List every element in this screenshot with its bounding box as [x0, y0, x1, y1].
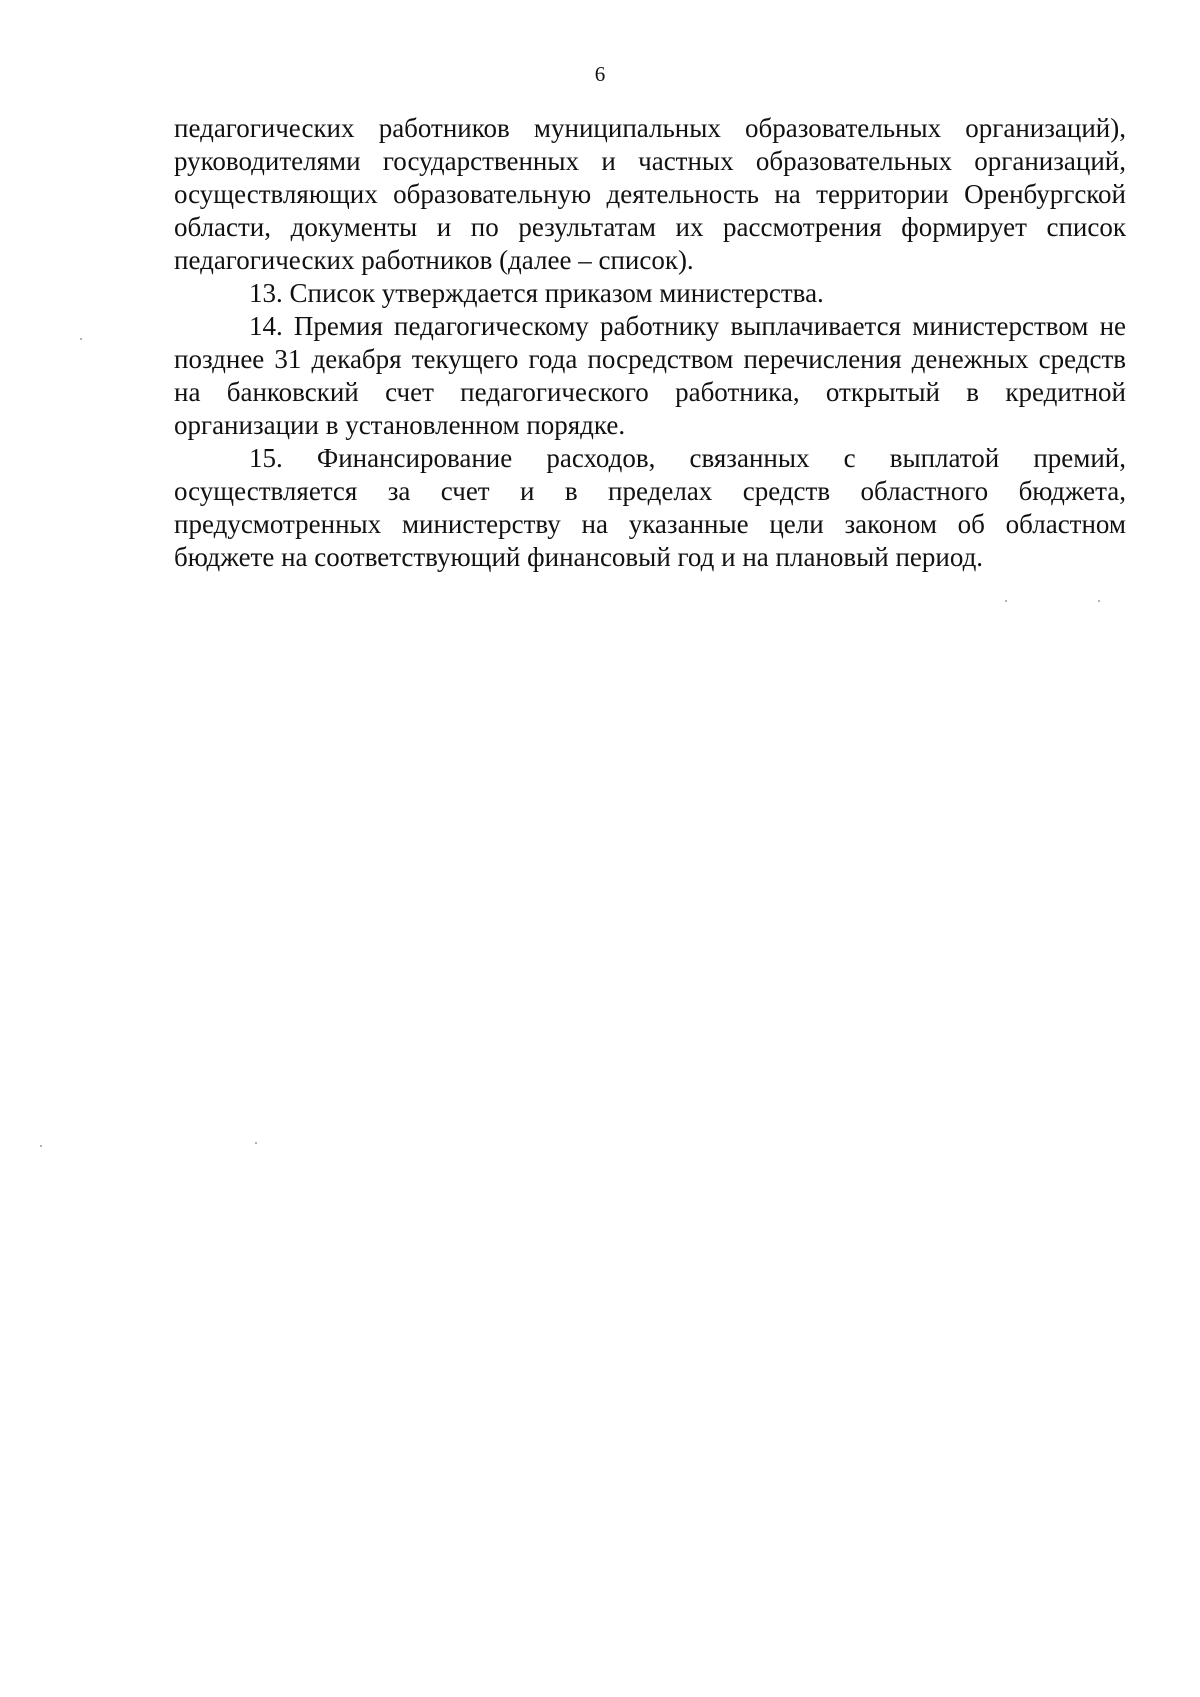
- scan-speck: [1005, 600, 1007, 602]
- scan-speck: [40, 1145, 42, 1147]
- page-number: 6: [594, 62, 606, 86]
- paragraph-item-15: 15. Финансирование расходов, связанных с выплатой премий, осуществляется за счет и в пределах средств областного бюджета, предусмотренных министерству на указанные цели законом об областном бюджете на соответствующий финансовый год и на плановый период.: [174, 443, 1126, 572]
- scan-speck: [255, 1142, 257, 1144]
- paragraph-continuation: педагогических работников муниципальных образовательных организаций), руководителями государственных и частных образовательных организаций, осуществляющих образовательную деятельность на территории Оренбургской области, документы и по результатам их рассмотрения формирует список педагогических работников (далее – список).: [174, 113, 1126, 275]
- scan-speck: [80, 338, 82, 340]
- document-body: [174, 112, 1126, 574]
- paragraph-item-14: 14. Премия педагогическому работнику выплачивается министерством не позднее 31 декабря текущего года посредством перечисления денежных средств на банковский счет педагогического работника, открытый в кредитной организации в установленном порядке.: [174, 311, 1126, 440]
- paragraph-item-13: 13. Список утверждается приказом министерства.: [249, 278, 824, 308]
- scan-speck: [1098, 600, 1100, 602]
